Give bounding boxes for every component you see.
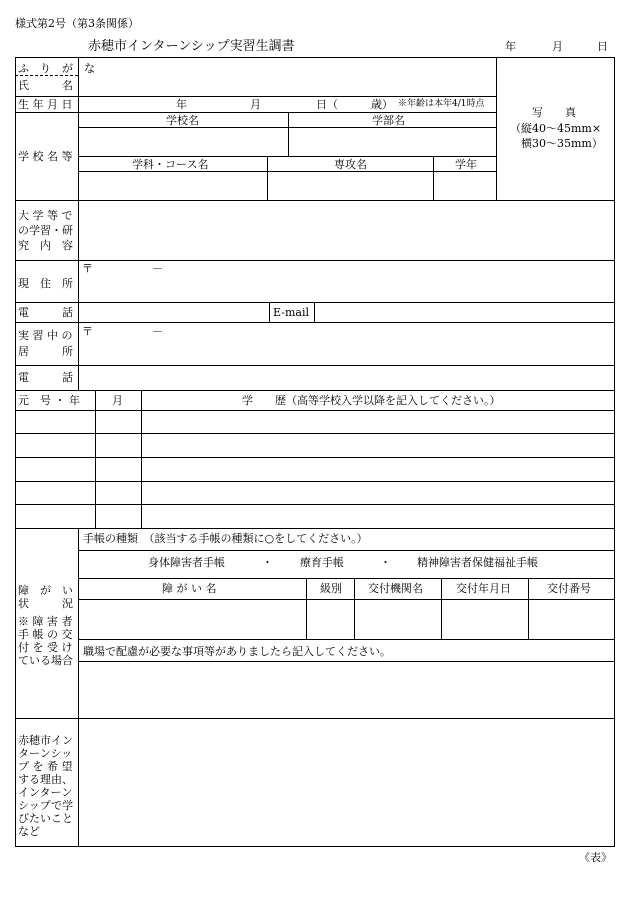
col-number: 交付番号 xyxy=(547,582,591,595)
form-frame xyxy=(15,57,615,847)
col-issue-date: 交付年月日 xyxy=(456,582,511,595)
workplace-note-line xyxy=(78,661,615,662)
disability-col-div-3 xyxy=(441,578,442,639)
photo-column-divider xyxy=(496,57,497,200)
birth-day-age: 日（ 歳） xyxy=(316,98,393,111)
date-year-label: 年 xyxy=(505,40,516,53)
disability-bottom-line xyxy=(15,718,615,719)
disability-col-div-2 xyxy=(354,578,355,639)
disability-note-2: 手 帳 の 交 xyxy=(18,628,73,641)
postal-dash: － xyxy=(152,262,163,275)
reason-label-7: びたいこと xyxy=(18,812,73,825)
history-era-year-header: 元 号 ・ 年 xyxy=(18,394,80,407)
page-title: 赤穂市インターンシップ実習生調書 xyxy=(88,39,295,54)
disability-row-line xyxy=(78,639,615,640)
col-issuer: 交付機関名 xyxy=(368,582,423,595)
book-physical: 身体障害者手帳 xyxy=(148,556,225,569)
disability-col-div-1 xyxy=(306,578,307,639)
disability-col-div-4 xyxy=(528,578,529,639)
disability-note-3: 付 を 受 け xyxy=(18,641,73,654)
postal-mark-2: 〒 xyxy=(82,325,93,338)
disability-header-line xyxy=(78,599,615,600)
label-column-divider xyxy=(78,57,79,390)
email-label: E-mail xyxy=(273,306,309,319)
major-header: 専攻名 xyxy=(334,158,367,171)
workplace-note: 職場で配慮が必要な事項等がありましたら記入してください。 xyxy=(83,645,391,658)
photo-label: 写 真 xyxy=(532,106,576,119)
phone2-bottom-line xyxy=(15,390,615,391)
school-col-divider xyxy=(288,112,289,156)
label-column-divider-2 xyxy=(78,528,79,847)
phone-label-2: 電 話 xyxy=(18,371,73,384)
study-label-3: 究 内 容 xyxy=(18,239,73,252)
dept-header-line xyxy=(78,171,496,172)
school-label: 学 校 名 等 xyxy=(18,150,73,163)
date-month-label: 月 xyxy=(552,40,563,53)
book-options-line xyxy=(78,578,615,579)
birthdate-label: 生 年 月 日 xyxy=(18,98,73,111)
col-grade: 級別 xyxy=(320,582,342,595)
reason-label-1: 赤穂市イン xyxy=(18,734,73,747)
email-left-divider xyxy=(269,302,270,322)
furigana-divider xyxy=(15,75,78,76)
age-note: ※年齢は本年4/1時点 xyxy=(398,99,485,109)
photo-size-1: （縦40～45mm× xyxy=(510,122,602,135)
book-type-label: 手帳の種類 （該当する手帳の種類に○をしてください。） xyxy=(83,532,368,545)
grade-header: 学年 xyxy=(455,158,477,171)
email-right-divider xyxy=(314,302,315,322)
name-field[interactable] xyxy=(79,58,496,96)
study-bottom-line xyxy=(15,260,615,261)
reason-label-8: など xyxy=(18,825,40,838)
history-header: 学 歴（高等学校入学以降を記入してください。） xyxy=(242,394,501,407)
grade-col-divider xyxy=(433,156,434,200)
photo-size-2: 横30～35mm） xyxy=(521,137,603,150)
col-disability-name: 障 が い 名 xyxy=(162,582,217,595)
reason-label-6: シップで学 xyxy=(18,799,74,812)
book-type-line xyxy=(78,550,615,551)
phone-bottom-line xyxy=(15,322,615,323)
disability-label-2: 状 況 xyxy=(18,597,73,610)
faculty-header: 学部名 xyxy=(372,114,405,127)
history-row-line-3 xyxy=(15,457,615,458)
address-label: 現 住 所 xyxy=(18,277,73,290)
history-row-line-1 xyxy=(15,410,615,411)
disability-note-4: ている場合 xyxy=(18,654,73,667)
book-mental: 精神障害者保健福祉手帳 xyxy=(417,556,538,569)
postal-dash-2: － xyxy=(152,325,163,338)
school-bottom-line xyxy=(15,200,615,201)
furigana-label: ふ り が な xyxy=(18,62,95,75)
name-label: 氏 名 xyxy=(18,79,73,92)
reason-label-4: する理由、 xyxy=(18,773,73,786)
history-bottom-line xyxy=(15,528,615,529)
study-label-2: の学習・研 xyxy=(18,224,73,237)
book-ryoiku: 療育手帳 xyxy=(300,556,344,569)
school-header-line xyxy=(78,127,496,128)
book-dot-2: ・ xyxy=(380,556,391,569)
date-day-label: 日 xyxy=(597,40,608,53)
reason-label-3: プ を 希 望 xyxy=(18,760,73,773)
disability-label-1: 障 が い xyxy=(18,584,73,597)
study-label-1: 大 学 等 で xyxy=(18,209,73,222)
birthdate-top-line xyxy=(15,96,496,97)
history-row-line-5 xyxy=(15,504,615,505)
history-month-header: 月 xyxy=(112,394,123,407)
residence-bottom-line xyxy=(15,365,615,366)
residence-label-1: 実 習 中 の xyxy=(18,329,73,342)
history-row-line-4 xyxy=(15,481,615,482)
address-bottom-line xyxy=(15,302,615,303)
book-dot-1: ・ xyxy=(262,556,273,569)
history-row-line-2 xyxy=(15,433,615,434)
reason-label-2: ターンシッ xyxy=(18,747,73,760)
birthdate-bottom-line xyxy=(15,112,496,113)
footer-mark: 《表》 xyxy=(579,851,612,864)
reason-label-5: インターン xyxy=(18,786,73,799)
disability-note-1: ※ 障 害 者 xyxy=(18,615,73,628)
birth-year: 年 xyxy=(176,98,187,111)
dept-col-divider xyxy=(267,156,268,200)
postal-mark: 〒 xyxy=(82,262,93,275)
residence-label-2: 居 所 xyxy=(18,345,73,358)
dept-course-header: 学科・コース名 xyxy=(132,158,209,171)
phone-label: 電 話 xyxy=(18,306,73,319)
birth-month: 月 xyxy=(250,98,261,111)
school-name-header: 学校名 xyxy=(166,114,199,127)
form-number: 様式第2号（第3条関係） xyxy=(15,17,139,30)
